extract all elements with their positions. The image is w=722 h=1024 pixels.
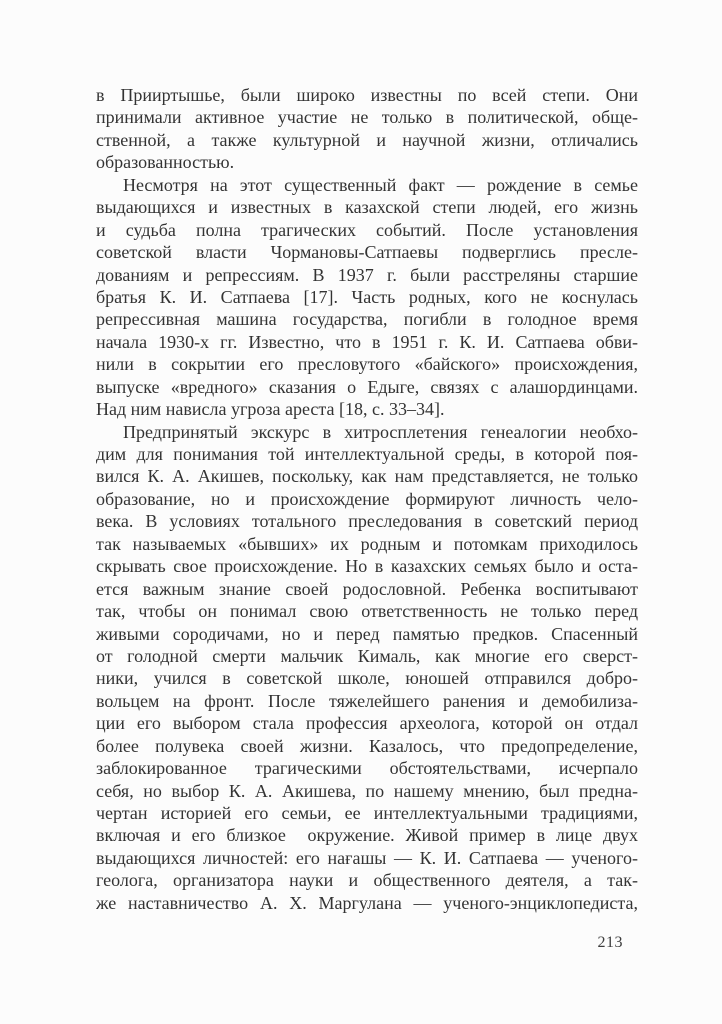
text-line: же наставничество А. Х. Маргулана — ученого-энциклопедиста,: [96, 892, 638, 913]
text-line: более полувека своей жизни. Казалось, что предопределение,: [96, 735, 638, 756]
page-number: 213: [597, 934, 623, 951]
text-line: выдающихся личностей: его нағашы — К. И. Сатпаева — ученого-: [96, 847, 638, 868]
text-line: Над ним нависла угроза ареста [18, с. 33–34].: [96, 399, 445, 420]
text-line: вился К. А. Акишев, поскольку, как нам представляется, не только: [96, 466, 638, 487]
text-line: включая и его близкое окружение. Живой пример в лице двух: [96, 825, 638, 846]
paragraph: [96, 84, 638, 174]
text-line: Несмотря на этот существенный факт — рождение в семье: [123, 174, 638, 195]
text-line: образованностью.: [96, 152, 235, 173]
text-line: советской власти Чормановы-Сатпаевы подверглись пресле-: [96, 242, 638, 263]
paragraph: [96, 421, 638, 915]
text-line: заблокированное трагическими обстоятельствами, исчерпало: [96, 758, 638, 779]
text-line: братья К. И. Сатпаева [17]. Часть родных, кого не коснулась: [96, 286, 638, 307]
text-line: и судьба полна трагических событий. После установления: [96, 219, 638, 240]
text-line: так называемых «бывших» их родным и потомкам приходилось: [96, 533, 638, 554]
text-line: скрывать свое происхождение. Но в казахских семьях было и оста-: [96, 556, 638, 577]
text-line: принимали активное участие не только в политической, обще-: [96, 107, 638, 128]
text-line: ники, учился в советской школе, юношей отправился добро-: [96, 668, 638, 689]
text-line: ции его выбором стала профессия археолога, которой он отдал: [96, 713, 638, 734]
text-line: ственной, а также культурной и научной жизни, отличались: [96, 129, 638, 150]
text-line: ется важным знание своей родословной. Ребенка воспитывают: [96, 578, 638, 599]
text-line: чертан историей его семьи, ее интеллектуальными традициями,: [96, 803, 638, 823]
page-text: [96, 84, 638, 914]
text-line: дованиям и репрессиям. В 1937 г. были расстреляны старшие: [96, 264, 638, 285]
text-line: от голодной смерти мальчик Кималь, как многие его сверст-: [96, 645, 638, 666]
text-line: образование, но и происхождение формируют личность чело-: [96, 488, 638, 509]
text-line: себя, но выбор К. А. Акишева, по нашему мнению, был предна-: [96, 780, 638, 801]
paragraph: [96, 174, 638, 421]
text-line: выпуске «вредного» сказания о Едыге, связях с алашординцами.: [96, 376, 638, 397]
text-line: начала 1930-х гг. Известно, что в 1951 г. К. И. Сатпаева обви-: [96, 331, 638, 352]
text-line: дим для понимания той интеллектуальной среды, в которой поя-: [96, 444, 638, 464]
text-line: живыми сородичами, но и перед памятью предков. Спасенный: [96, 623, 638, 644]
text-line: выдающихся и известных в казахской степи людей, его жизнь: [96, 197, 638, 218]
text-line: вольцем на фронт. После тяжелейшего ранения и демобилиза-: [96, 690, 638, 711]
text-line: в Прииртышье, были широко известны по всей степи. Они: [96, 85, 638, 105]
text-line: геолога, организатора науки и общественного деятеля, а так-: [96, 870, 638, 891]
text-line: нили в сокрытии его пресловутого «байского» происхождения,: [96, 354, 638, 375]
text-line: так, чтобы он понимал свою ответственность не только перед: [96, 601, 638, 622]
text-line: Предпринятый экскурс в хитросплетения генеалогии необхо-: [123, 421, 638, 442]
text-line: репрессивная машина государства, погибли в голодное время: [96, 309, 638, 330]
text-line: века. В условиях тотального преследования в советский период: [96, 511, 638, 532]
